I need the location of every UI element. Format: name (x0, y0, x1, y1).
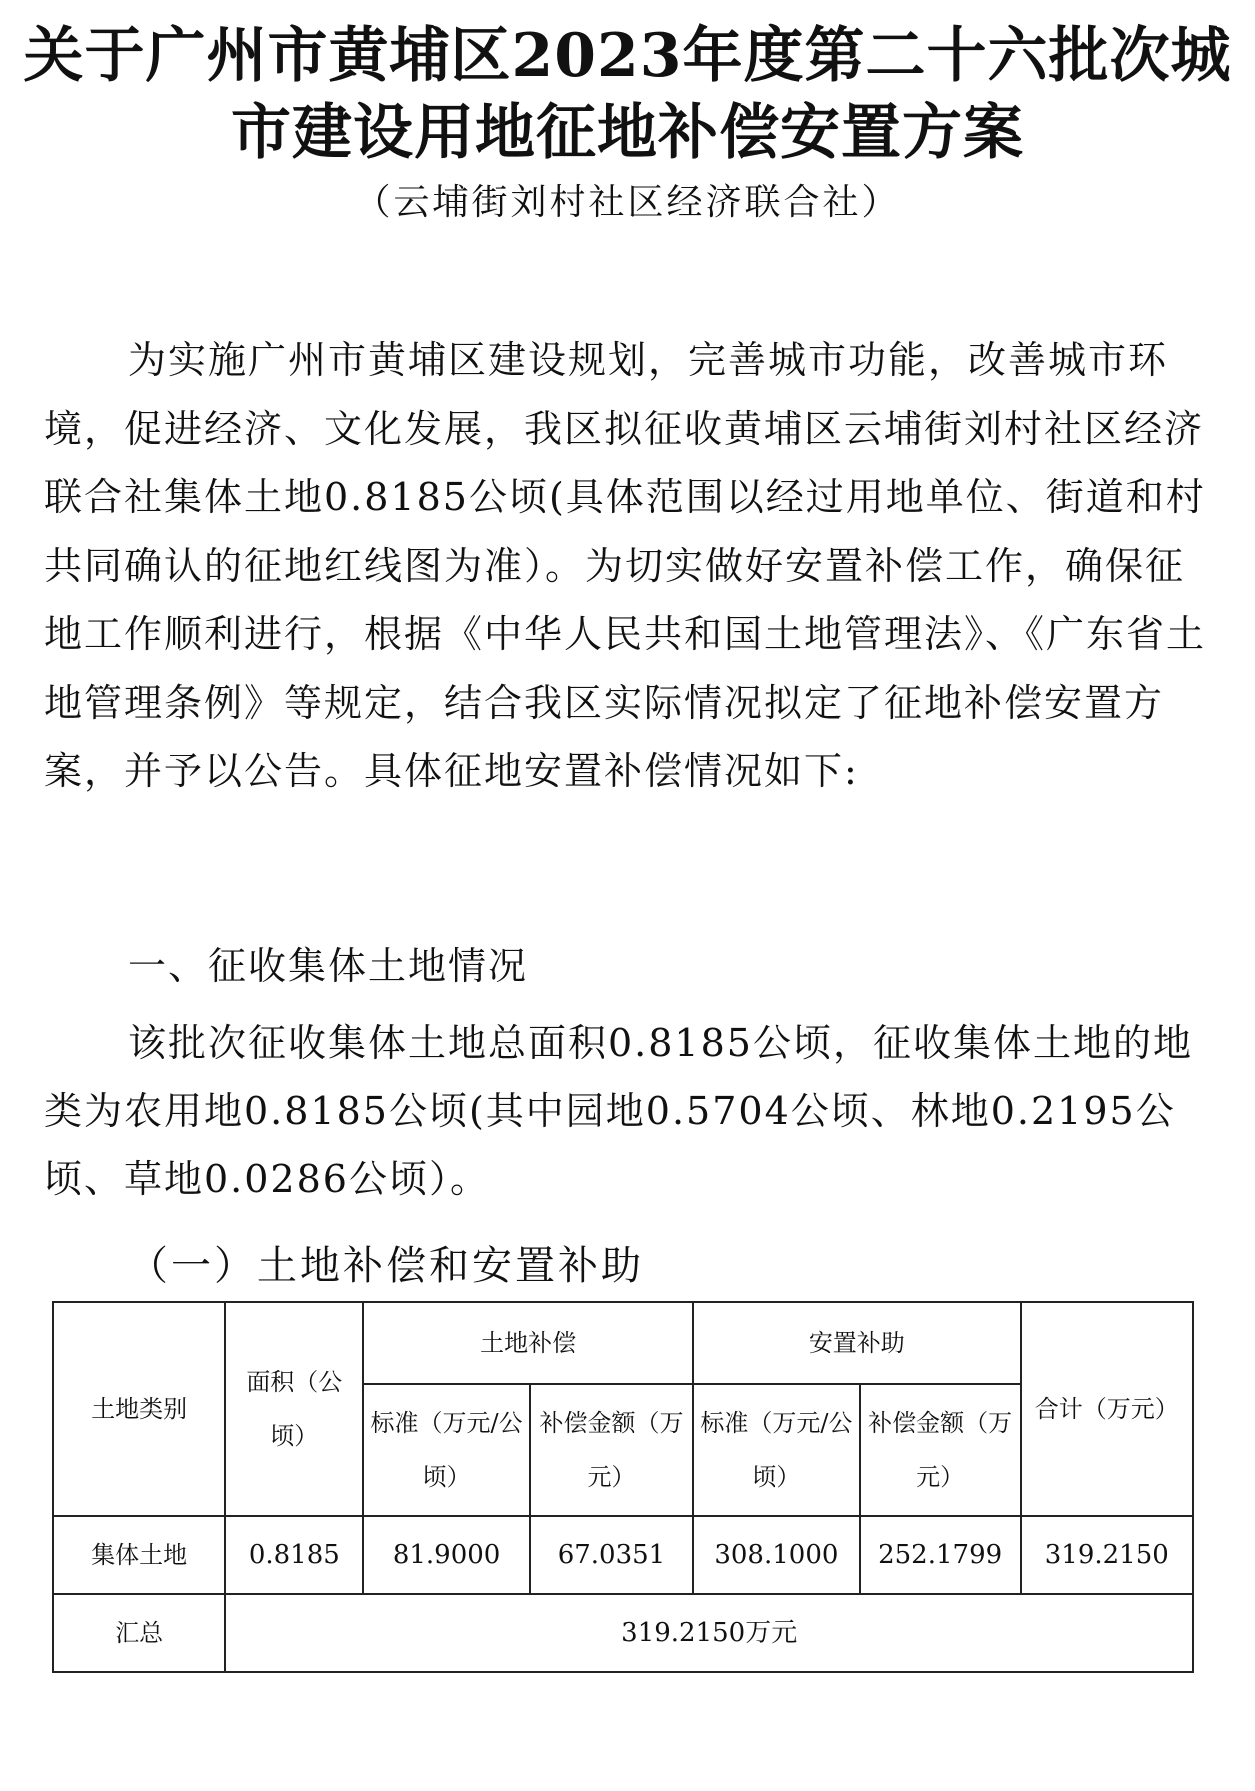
section1-heading: 一、征收集体土地情况 (128, 944, 529, 988)
subheader-resettle-amount: 补偿金额（万元） (860, 1384, 1021, 1516)
document-title-line2: 市建设用地征地补偿安置方案 (231, 98, 1024, 168)
cell-total: 319.2150 (1021, 1516, 1193, 1594)
header-total: 合计（万元） (1021, 1302, 1193, 1516)
intro-paragraph: 为实施广州市黄埔区建设规划，完善城市功能，改善城市环境，促进经济、文化发展，我区拟征收黄埔区云埔街刘村社区经济联合社集体土地0.8185公顷(具体范围以经过用地单位、街道和村共同确认的征地红线图为准）。为切实做好安置补偿工作，确保征地工作顺利进行，根据《中华人民共和国土地管理法》、《广东省土地管理条例》等规定，结合我区实际情况拟定了征地补偿安置方案，并予以公告。具体征地安置补偿情况如下: (44, 338, 1207, 793)
header-area: 面积（公顷） (225, 1302, 363, 1516)
table-summary-row (53, 1594, 1193, 1672)
table-header-row (53, 1302, 1193, 1384)
table-row (53, 1516, 1193, 1594)
document-subtitle: （云埔街刘村社区经济联合社） (354, 182, 901, 223)
cell-resettle-amount: 252.1799 (860, 1516, 1021, 1594)
section1-paragraph: 该批次征收集体土地总面积0.8185公顷，征收集体土地的地类为农用地0.8185公顷(其中园地0.5704公顷、林地0.2195公顷、草地0.0286公顷）。 (44, 1021, 1193, 1201)
header-resettlement-subsidy: 安置补助 (693, 1302, 1021, 1384)
subheader-land-standard: 标准（万元/公顷） (363, 1384, 530, 1516)
summary-label: 汇总 (53, 1594, 225, 1672)
cell-resettle-standard: 308.1000 (693, 1516, 860, 1594)
subsection-heading: （一）土地补偿和安置补助 (128, 1243, 644, 1289)
header-land-compensation: 土地补偿 (363, 1302, 693, 1384)
subheader-resettle-standard: 标准（万元/公顷） (693, 1384, 860, 1516)
cell-land-standard: 81.9000 (363, 1516, 530, 1594)
header-land-type: 土地类别 (53, 1302, 225, 1516)
document-title-line1: 关于广州市黄埔区2023年度第二十六批次城 (23, 21, 1232, 91)
compensation-table (52, 1301, 1194, 1673)
cell-area: 0.8185 (225, 1516, 363, 1594)
cell-land-type: 集体土地 (53, 1516, 225, 1594)
cell-land-amount: 67.0351 (530, 1516, 693, 1594)
summary-value: 319.2150万元 (225, 1594, 1193, 1672)
subheader-land-amount: 补偿金额（万元） (530, 1384, 693, 1516)
